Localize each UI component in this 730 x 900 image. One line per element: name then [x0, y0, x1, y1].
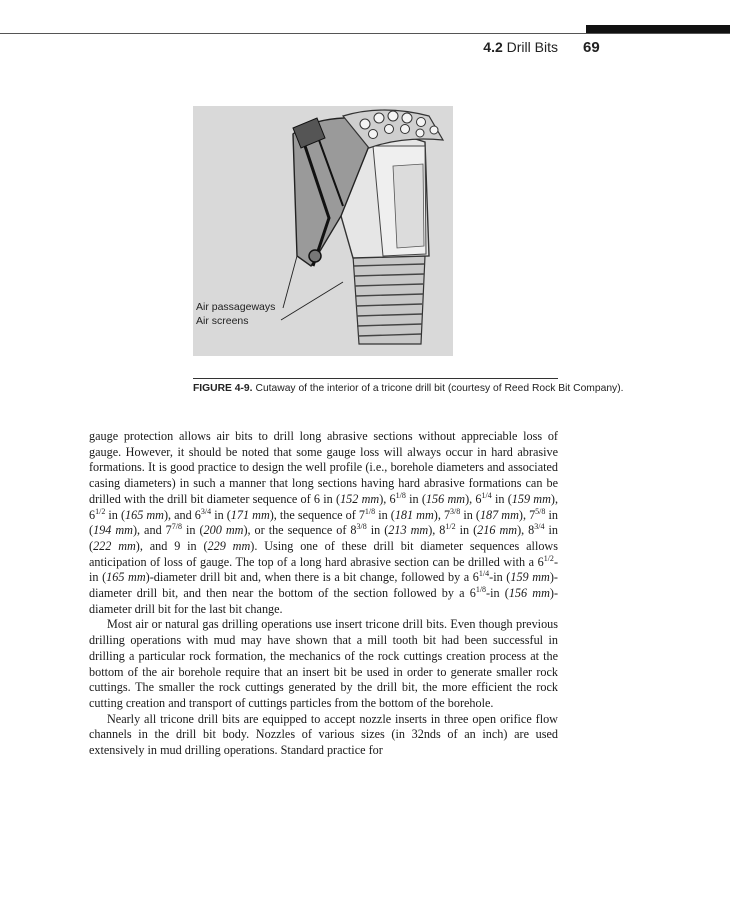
figure-drill-bit-cutaway [193, 106, 453, 356]
body-text [89, 429, 558, 759]
header-rule [0, 33, 730, 34]
figure-caption-text: Cutaway of the interior of a tricone drill bit (courtesy of Reed Rock Bit Company). [255, 383, 624, 394]
callout-air-screens: Air screens [196, 315, 249, 327]
paragraph-2: Most air or natural gas drilling operations use insert tricone drill bits. Even though previous drilling operations with mud may have shown that a mill tooth bit had been successful in drilling a particular rock formation, the mechanics of the rock cuttings creation process at the bottom of the air borehole require that an insert bit be used in order to generate smaller rock cuttings. The smaller the rock cuttings generated by the drill bit, the more efficient the rock cutting creation and transport of cuttings particles from the bottom of the borehole. [89, 617, 558, 710]
paragraph-3: Nearly all tricone drill bits are equipped to accept nozzle inserts in three open orifice flow channels in the drill bit body. Nozzles of various sizes (in 32nds of an inch) are used extensively in mud drilling operations. Standard practice for [89, 711, 558, 758]
paragraph-1: gauge protection allows air bits to drill long abrasive sections without appreciable loss of gauge. However, it should be noted that some gauge loss will always occur in hard abrasive formations. It is good practice to design the well profile (i.e., borehole diameters and associated casing diameters) in such a manner that long sections having hard abrasive formations can be drilled with the drill bit diameter sequence of 6 in (152 mm), $6^{1/8}$ in (156 mm), $6^{1/4}$ in (159 mm), $6^{1/2}$ in (165 mm), and $6^{3/4}$ in (171 mm), the sequence of $7^{1/8}$ in (181 mm), $7^{3/8}$ in (187 mm), $7^{5/8}$ in (194 mm), and $7^{7/8}$ in (200 mm), or the sequence of $8^{3/8}$ in (213 mm), $8^{1/2}$ in (216 mm), $8^{3/4}$ in (222 mm), and 9 in (229 mm). Using one of these drill bit diameter sequences allows anticipation of loss of gauge. The top of a long hard abrasive section can be drilled with a $6^{1/2}-in$ (165 mm)-diameter drill bit and, when there is a bit change, followed by a $6^{1/4}-in$ (159 mm)-diameter drill bit, and then near the bottom of the section followed by a $6^{1/8}-in$ (156 mm)-diameter drill bit for the last bit change. [89, 429, 559, 616]
figure-caption-label: FIGURE 4-9. [193, 383, 253, 394]
page-number: 69 [583, 39, 600, 56]
caption-rule [193, 378, 558, 379]
running-head [483, 39, 558, 55]
section-title: Drill Bits [506, 39, 558, 55]
section-number: 4.2 [483, 39, 503, 55]
figure-caption [193, 383, 624, 394]
callout-air-passageways: Air passageways [196, 301, 276, 313]
